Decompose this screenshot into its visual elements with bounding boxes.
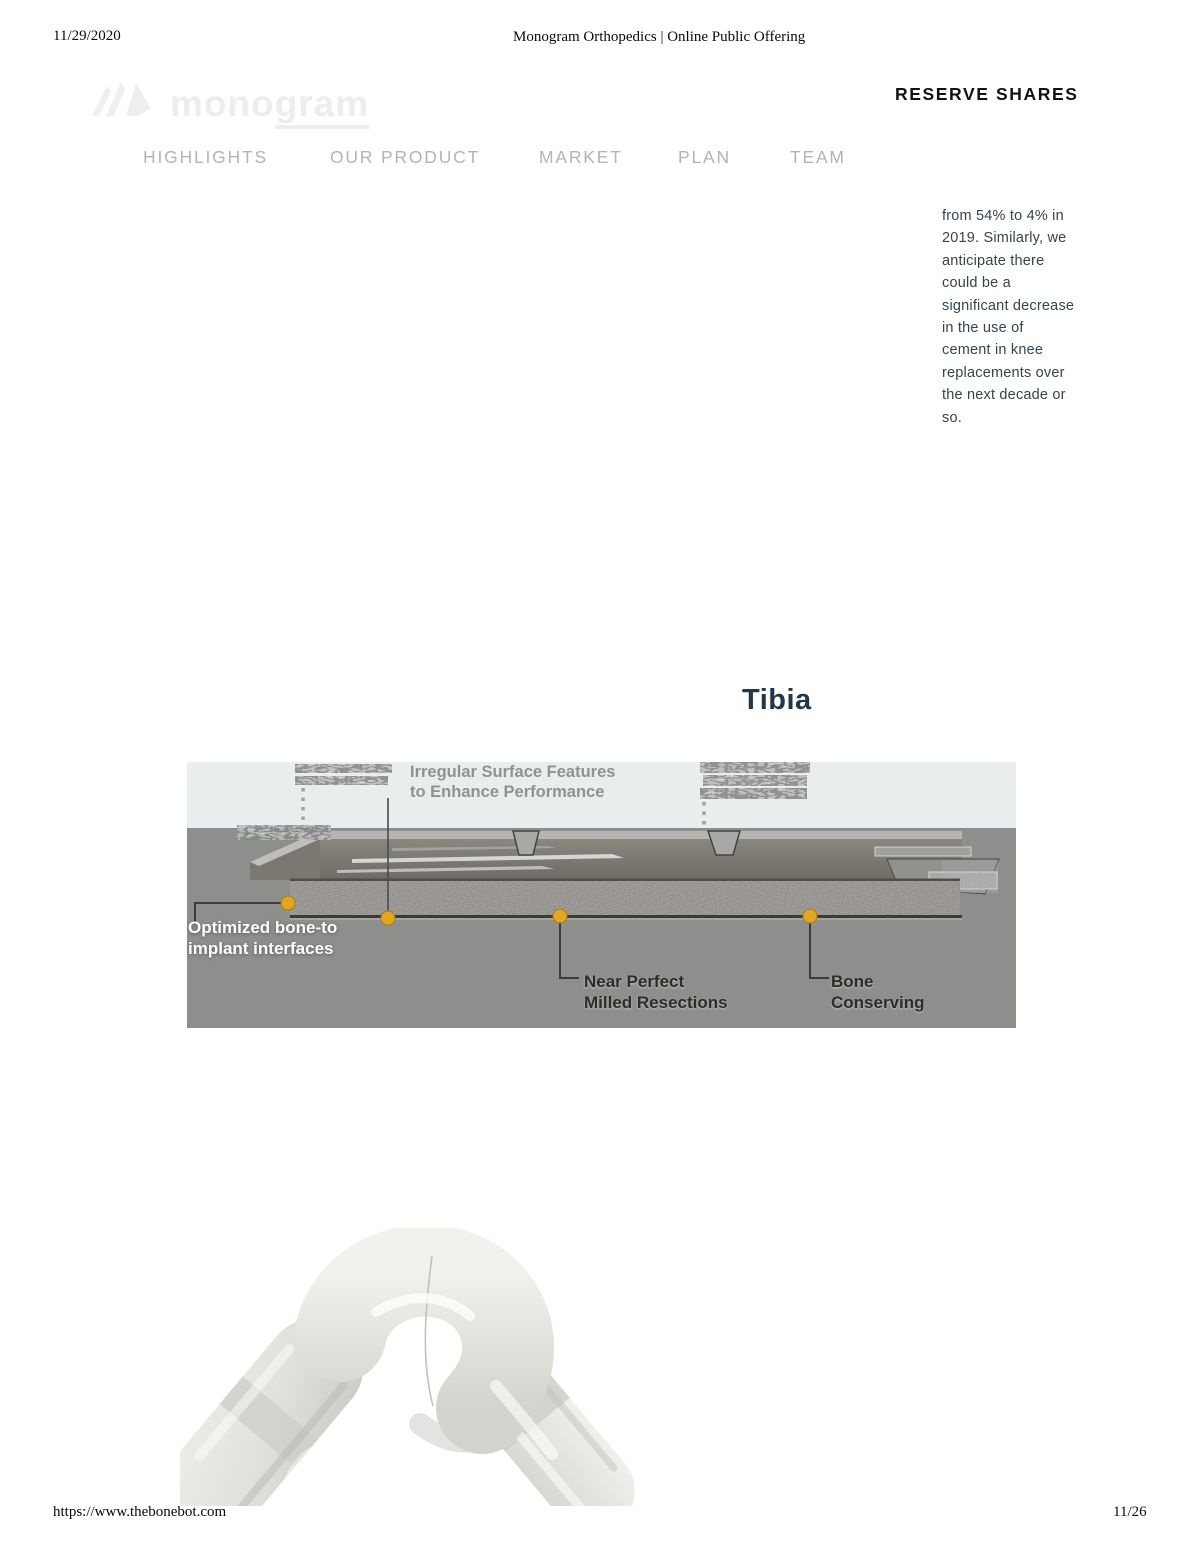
reserve-shares-button[interactable]: RESERVE SHARES [895, 84, 1079, 104]
nav-item-highlights[interactable]: HIGHLIGHTS [143, 147, 268, 167]
annotation-milled-resections: Near Perfect Milled Resections [584, 972, 728, 1012]
implant-cross-section [250, 831, 999, 920]
print-date: 11/29/2020 [53, 28, 121, 44]
nav-item-plan[interactable]: PLAN [678, 147, 731, 167]
annotation-optimized-interfaces: Optimized bone-to implant interfaces [188, 918, 338, 958]
tibia-heading: Tibia [742, 684, 812, 716]
market-paragraph: from 54% to 4% in 2019. Similarly, we anticipate there could be a significant decrease in the use of cement in knee replacements over the next decade or so. [942, 208, 1075, 426]
footer-page-number: 11/26 [1113, 1504, 1147, 1520]
print-page-title: Monogram Orthopedics | Online Public Offering [513, 29, 806, 45]
footer-url: https://www.thebonebot.com [53, 1504, 227, 1520]
nav-item-market[interactable]: MARKET [539, 147, 623, 167]
annotation-irregular-surface: Irregular Surface Features to Enhance Performance [410, 763, 616, 801]
logo-wordmark: monogram [170, 85, 369, 123]
annotation-bone-conserving: Bone Conserving [831, 972, 925, 1012]
tibia-implant-figure [187, 762, 1016, 1028]
monogram-logo-icon [90, 78, 152, 123]
nav-item-our-product[interactable]: OUR PRODUCT [330, 147, 481, 167]
nav-item-team[interactable]: TEAM [790, 147, 846, 167]
robot-arm-image [180, 1228, 640, 1506]
monogram-logo[interactable] [90, 78, 369, 123]
